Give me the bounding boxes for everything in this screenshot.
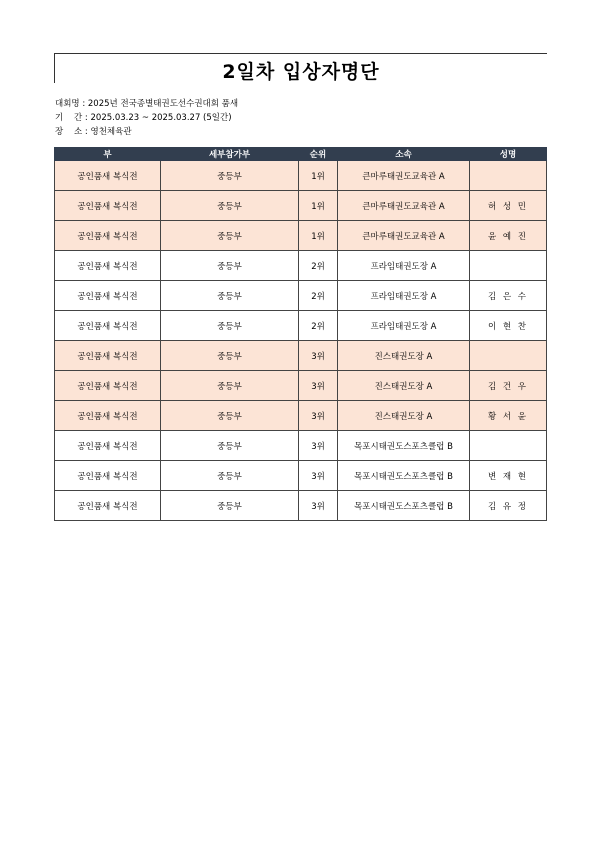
- header-team: 소속: [338, 148, 470, 161]
- cell-sub-division: 중등부: [161, 431, 299, 461]
- cell-rank: 2위: [299, 311, 338, 341]
- cell-rank: 3위: [299, 371, 338, 401]
- cell-name: 김 은 수: [470, 281, 547, 311]
- cell-team: 큰마루태권도교육관 A: [338, 191, 470, 221]
- cell-team: 프라임태권도장 A: [338, 251, 470, 281]
- header-division: 부: [55, 148, 161, 161]
- table-row: [55, 221, 547, 251]
- cell-rank: 3위: [299, 461, 338, 491]
- cell-rank: 2위: [299, 251, 338, 281]
- cell-name: 변 재 현: [470, 461, 547, 491]
- cell-team: 큰마루태권도교육관 A: [338, 221, 470, 251]
- cell-rank: 1위: [299, 161, 338, 191]
- cell-sub-division: 중등부: [161, 251, 299, 281]
- cell-name: 황 서 윤: [470, 401, 547, 431]
- cell-division: 공인품새 복식전: [55, 281, 161, 311]
- cell-rank: 3위: [299, 401, 338, 431]
- cell-division: 공인품새 복식전: [55, 431, 161, 461]
- cell-sub-division: 중등부: [161, 311, 299, 341]
- cell-sub-division: 중등부: [161, 161, 299, 191]
- cell-sub-division: 중등부: [161, 461, 299, 491]
- cell-division: 공인품새 복식전: [55, 311, 161, 341]
- header-sub-division: 세부참가부: [161, 148, 299, 161]
- cell-name: [470, 341, 547, 371]
- winners-table: [54, 147, 547, 521]
- cell-rank: 3위: [299, 431, 338, 461]
- page-title: 2일차 입상자명단: [222, 61, 380, 83]
- table-header-row: [55, 148, 547, 161]
- cell-sub-division: 중등부: [161, 491, 299, 521]
- cell-rank: 3위: [299, 491, 338, 521]
- cell-name: 이 현 찬: [470, 311, 547, 341]
- cell-sub-division: 중등부: [161, 221, 299, 251]
- table-row: [55, 371, 547, 401]
- cell-name: 허 성 민: [470, 191, 547, 221]
- venue-info: 장 소 : 영천체육관: [55, 127, 132, 137]
- cell-division: 공인품새 복식전: [55, 371, 161, 401]
- cell-team: 진스태권도장 A: [338, 401, 470, 431]
- cell-sub-division: 중등부: [161, 371, 299, 401]
- cell-division: 공인품새 복식전: [55, 341, 161, 371]
- cell-team: 프라임태권도장 A: [338, 281, 470, 311]
- cell-division: 공인품새 복식전: [55, 161, 161, 191]
- cell-rank: 2위: [299, 281, 338, 311]
- period-info: 기 간 : 2025.03.23 ~ 2025.03.27 (5일간): [55, 113, 232, 123]
- table-row: [55, 491, 547, 521]
- table-row: [55, 341, 547, 371]
- table-row: [55, 191, 547, 221]
- table-row: [55, 401, 547, 431]
- cell-sub-division: 중등부: [161, 191, 299, 221]
- cell-name: [470, 251, 547, 281]
- cell-rank: 3위: [299, 341, 338, 371]
- cell-sub-division: 중등부: [161, 401, 299, 431]
- cell-team: 진스태권도장 A: [338, 341, 470, 371]
- cell-team: 목포시태권도스포츠클럽 B: [338, 461, 470, 491]
- cell-team: 큰마루태권도교육관 A: [338, 161, 470, 191]
- cell-rank: 1위: [299, 221, 338, 251]
- header-name: 성명: [470, 148, 547, 161]
- title-box: [54, 53, 547, 83]
- table-row: [55, 431, 547, 461]
- competition-info: 대회명 : 2025년 전국종별태권도선수권대회 품새: [55, 99, 239, 109]
- cell-division: 공인품새 복식전: [55, 221, 161, 251]
- cell-division: 공인품새 복식전: [55, 461, 161, 491]
- cell-team: 진스태권도장 A: [338, 371, 470, 401]
- cell-rank: 1위: [299, 191, 338, 221]
- cell-name: [470, 431, 547, 461]
- cell-name: [470, 161, 547, 191]
- cell-division: 공인품새 복식전: [55, 491, 161, 521]
- table-row: [55, 161, 547, 191]
- table-row: [55, 311, 547, 341]
- cell-team: 프라임태권도장 A: [338, 311, 470, 341]
- header-rank: 순위: [299, 148, 338, 161]
- table-row: [55, 461, 547, 491]
- cell-sub-division: 중등부: [161, 341, 299, 371]
- cell-name: 김 유 정: [470, 491, 547, 521]
- cell-division: 공인품새 복식전: [55, 191, 161, 221]
- cell-name: 김 건 우: [470, 371, 547, 401]
- cell-sub-division: 중등부: [161, 281, 299, 311]
- table-row: [55, 251, 547, 281]
- cell-team: 목포시태권도스포츠클럽 B: [338, 431, 470, 461]
- table-row: [55, 281, 547, 311]
- cell-team: 목포시태권도스포츠클럽 B: [338, 491, 470, 521]
- cell-division: 공인품새 복식전: [55, 401, 161, 431]
- cell-name: 윤 예 진: [470, 221, 547, 251]
- cell-division: 공인품새 복식전: [55, 251, 161, 281]
